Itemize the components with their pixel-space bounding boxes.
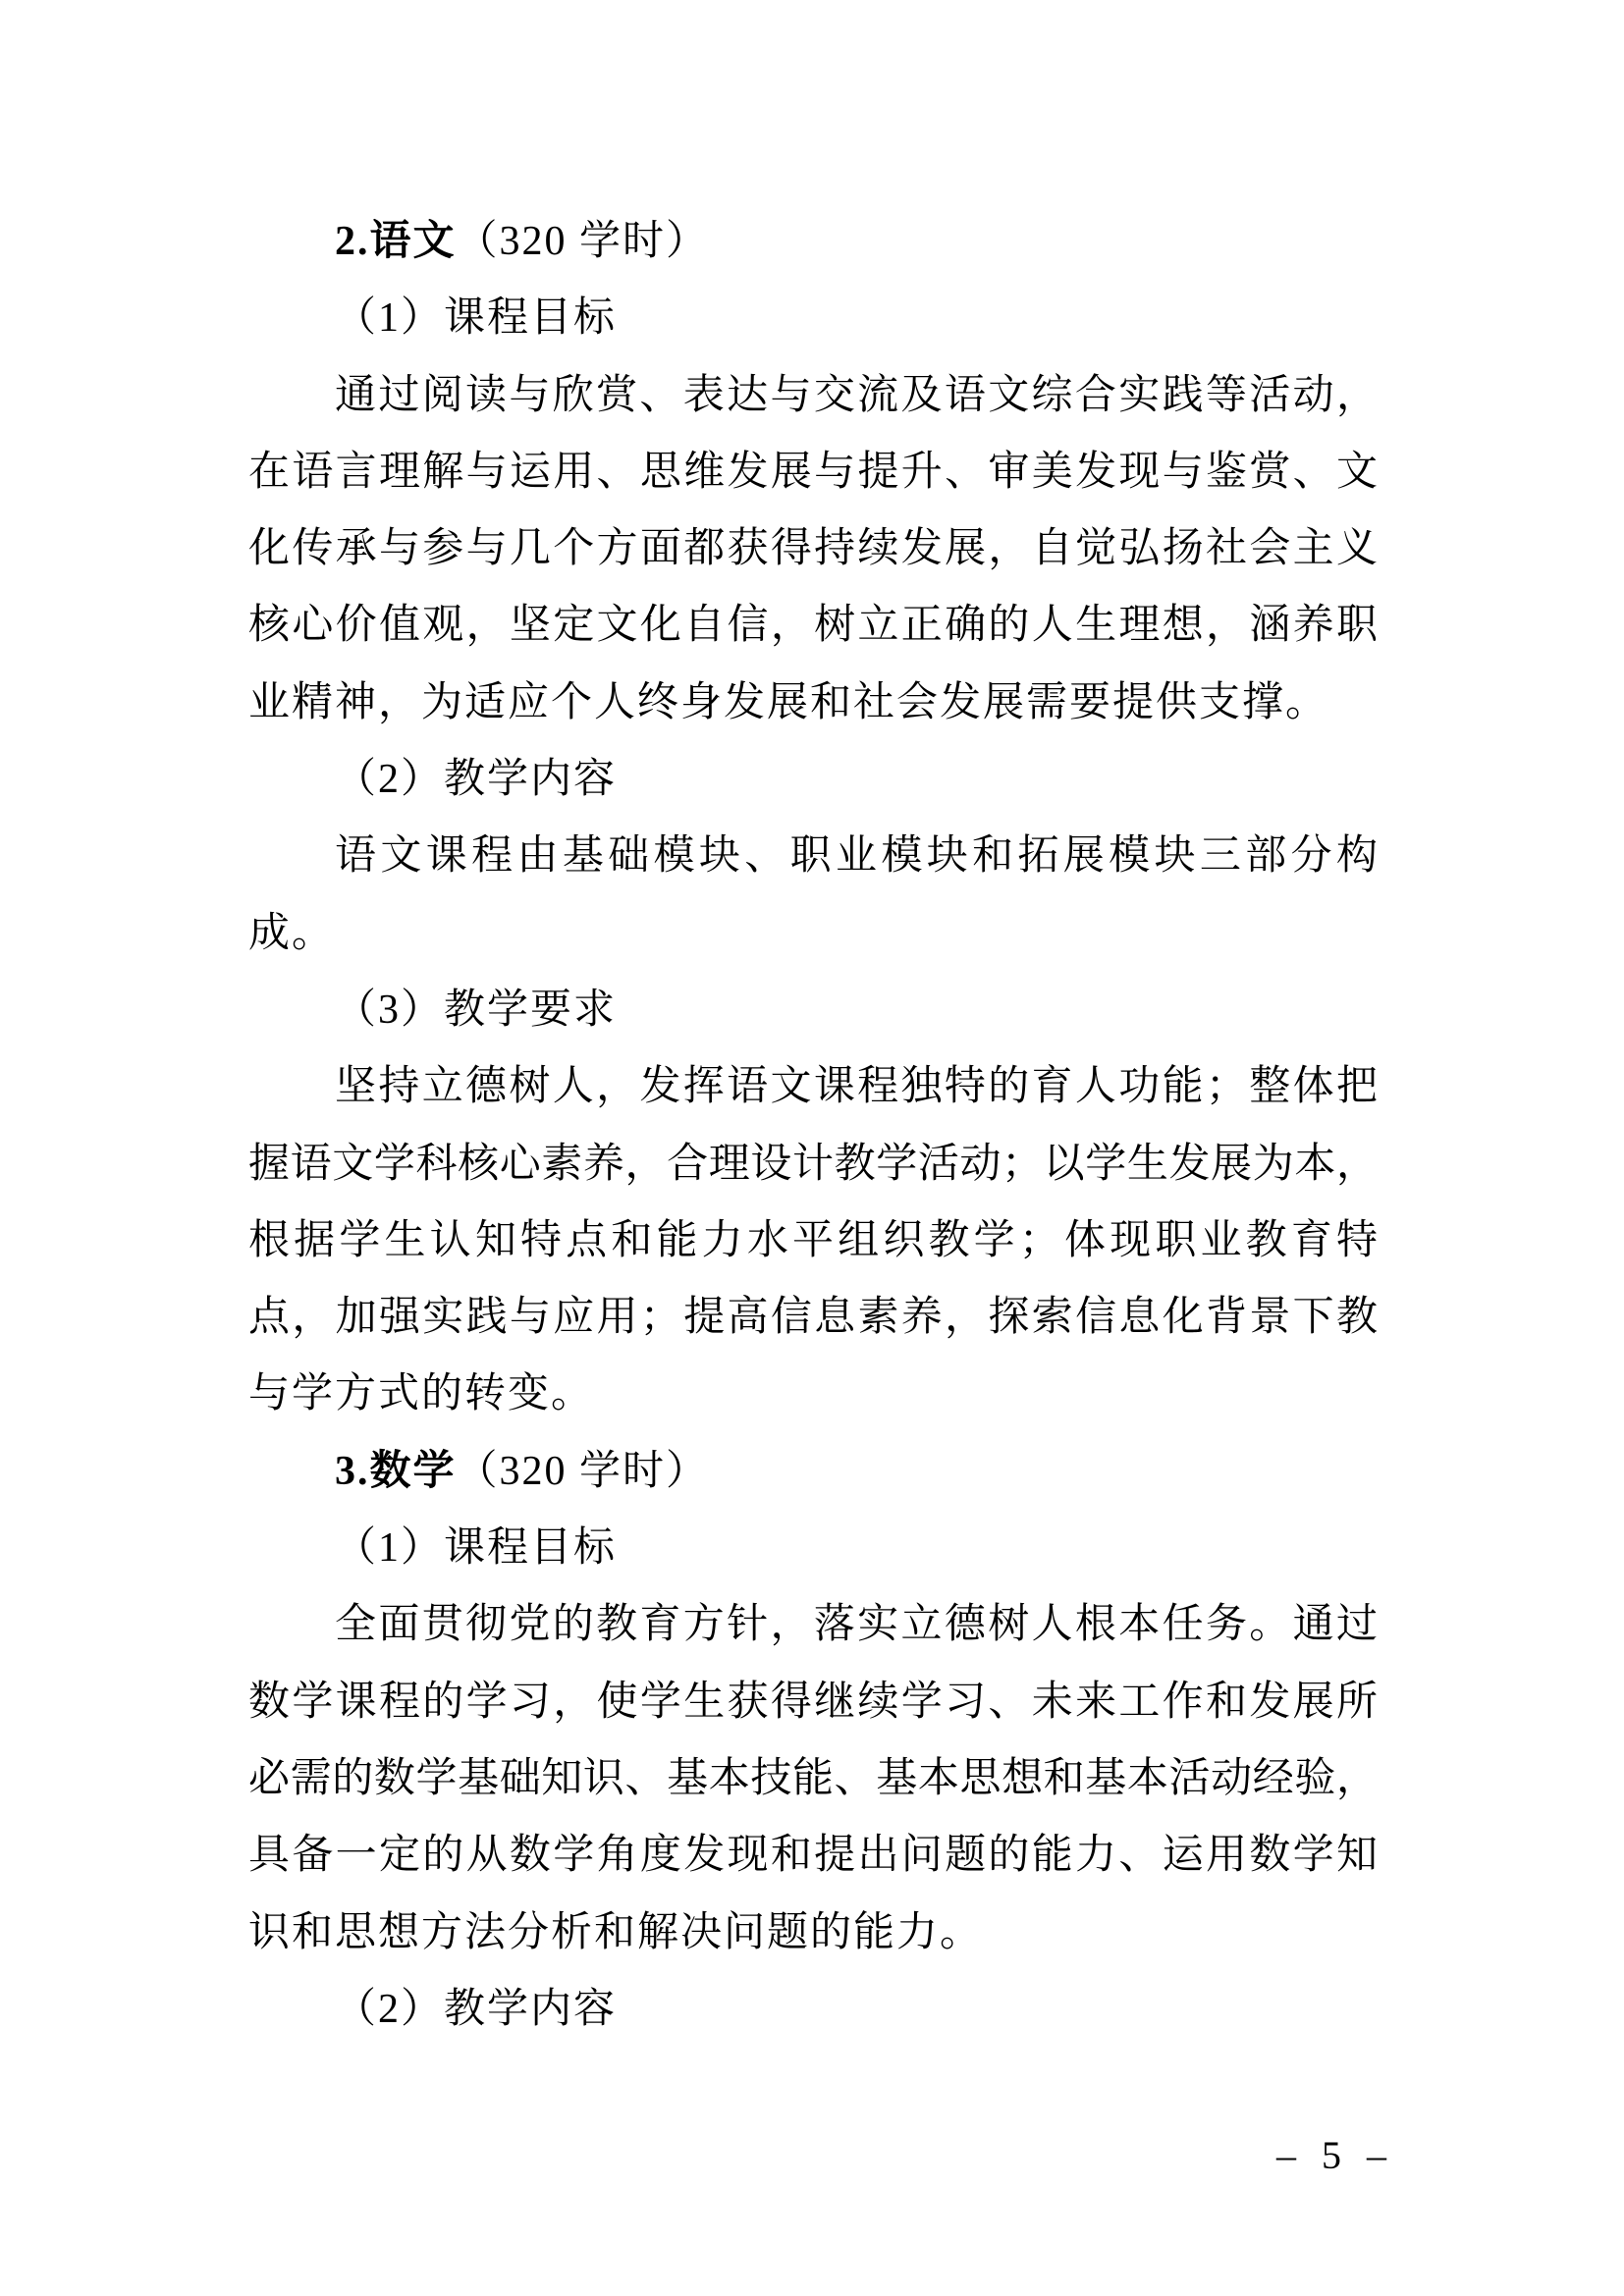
subsection-heading xyxy=(248,741,1378,818)
text-line: 识和思想方法分析和解决问题的能力。 xyxy=(248,1909,984,1955)
heading-run: 2.语文 xyxy=(335,219,457,264)
text-line: 握语文学科核心素养，合理设计教学活动；以学生发展为本， xyxy=(248,1141,1378,1187)
text-line: 数学课程的学习，使学生获得继续学习、未来工作和发展所 xyxy=(248,1679,1378,1725)
subsection-heading xyxy=(248,972,1378,1048)
text-line: 坚持立德树人，发挥语文课程独特的育人功能；整体把 xyxy=(335,1064,1378,1110)
text-line: 化传承与参与几个方面都获得持续发展，自觉弘扬社会主义 xyxy=(248,526,1378,572)
document-content xyxy=(248,203,1378,2048)
text-line: 点，加强实践与应用；提高信息素养，探索信息化背景下教 xyxy=(248,1295,1378,1341)
section-heading xyxy=(248,203,1378,280)
subsection-heading xyxy=(248,1971,1378,2048)
heading-run: （1）课程目标 xyxy=(335,1525,618,1572)
text-line: 全面贯彻党的教育方针，落实立德树人根本任务。通过 xyxy=(335,1602,1378,1648)
text-line: 具备一定的从数学角度发现和提出问题的能力、运用数学知 xyxy=(248,1833,1378,1879)
heading-run: （2）教学内容 xyxy=(335,757,618,803)
heading-run: （2）教学内容 xyxy=(335,1986,618,2032)
heading-run: （1）课程目标 xyxy=(335,295,618,342)
text-line: 成。 xyxy=(248,910,336,956)
text-line: 语文课程由基础模块、职业模块和拓展模块三部分构 xyxy=(335,833,1378,880)
text-line: 必需的数学基础知识、基本技能、基本思想和基本活动经验， xyxy=(248,1755,1378,1801)
text-line: 与学方式的转变。 xyxy=(248,1371,595,1417)
text-line: 根据学生认知特点和能力水平组织教学；体现职业教育特 xyxy=(248,1217,1378,1263)
page-number: – 5 – xyxy=(1276,2133,1394,2177)
heading-run: （3）教学要求 xyxy=(335,987,618,1033)
text-line: 业精神，为适应个人终身发展和社会发展需要提供支撑。 xyxy=(248,679,1329,725)
heading-run: （320 学时） xyxy=(456,219,710,264)
text-line: 在语言理解与运用、思维发展与提升、审美发现与鉴赏、文 xyxy=(248,449,1378,495)
section-heading xyxy=(248,1433,1378,1510)
subsection-heading xyxy=(248,1510,1378,1586)
heading-run: 3.数学 xyxy=(335,1448,457,1494)
subsection-heading xyxy=(248,280,1378,356)
text-line: 核心价值观，坚定文化自信，树立正确的人生理想，涵养职 xyxy=(248,603,1378,649)
text-line: 通过阅读与欣赏、表达与交流及语文综合实践等活动， xyxy=(335,372,1378,418)
heading-run: （320 学时） xyxy=(456,1448,710,1494)
